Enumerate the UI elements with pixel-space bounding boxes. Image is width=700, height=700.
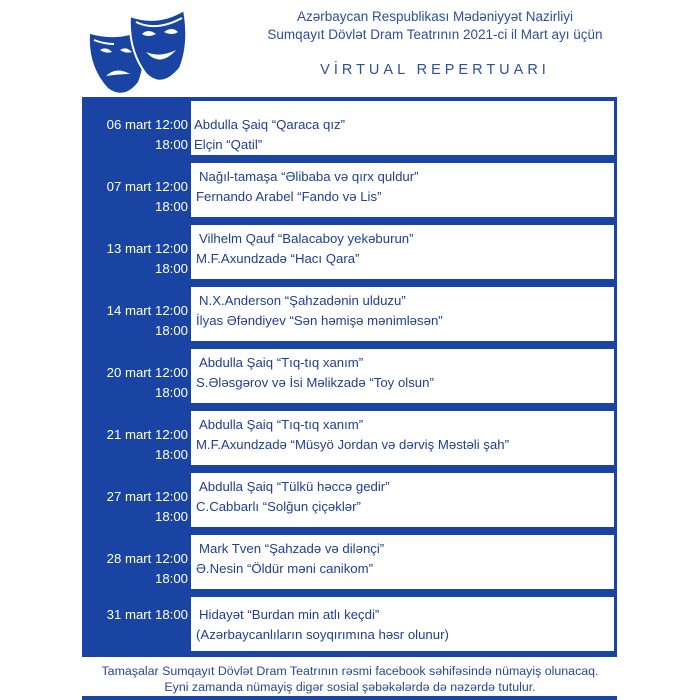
performance-cell — [191, 535, 614, 589]
schedule-row — [82, 159, 617, 221]
footer-line: Tamaşalar Sumqayıt Dövlət Dram Teatrının rəsmi facebook səhifəsində nümayiş olunacaq. — [101, 664, 599, 678]
ministry-name: Azərbaycan Respublikası Mədəniyyət Nazirliyi — [296, 9, 574, 24]
time-secondary: 18:00 — [154, 447, 188, 462]
header — [200, 8, 670, 78]
time-secondary: 18:00 — [154, 385, 188, 400]
time-primary: 21 mart 12:00 — [106, 427, 188, 442]
performance-cell — [191, 473, 614, 527]
performance-title: Elçin “Qatil” — [194, 137, 263, 152]
time-column — [82, 593, 191, 657]
schedule-panel — [82, 97, 617, 657]
time-secondary: 18:00 — [154, 199, 188, 214]
performance-title: M.F.Axundzadə “Hacı Qara” — [196, 251, 360, 266]
footer-line: Eyni zamanda nümayiş digər sosial şəbəkələrdə də nəzərdə tutulur. — [164, 680, 536, 694]
time-primary: 27 mart 12:00 — [106, 489, 188, 504]
schedule-row — [82, 345, 617, 407]
performance-title: C.Cabbarlı “Solğun çiçəklər” — [196, 499, 361, 514]
time-primary: 14 mart 12:00 — [106, 303, 188, 318]
time-column — [82, 159, 191, 221]
performance-title: Hidayət “Burdan min atlı keçdi” — [199, 607, 380, 622]
time-primary: 07 mart 12:00 — [106, 179, 188, 194]
performance-title: Ə.Nesin “Öldür məni canikom” — [196, 561, 374, 576]
performance-cell — [191, 287, 614, 341]
performance-title: Mark Tven “Şahzadə və dilənçi” — [199, 541, 385, 556]
time-secondary: 18:00 — [154, 571, 188, 586]
time-column — [82, 221, 191, 283]
schedule-row — [82, 593, 617, 657]
schedule-row — [82, 531, 617, 593]
schedule-row — [82, 283, 617, 345]
time-primary: 31 mart 18:00 — [106, 607, 188, 622]
bottom-bar — [82, 696, 617, 700]
performance-title: Fernando Arabel “Fando və Lis” — [196, 189, 382, 204]
page-title: VİRTUAL REPERTUARI — [320, 62, 550, 78]
performance-title: Abdulla Şaiq “Tıq-tıq xanım” — [199, 355, 364, 370]
schedule-row — [82, 407, 617, 469]
time-column — [82, 283, 191, 345]
performance-title: Abdulla Şaiq “Tülkü həccə gedir” — [199, 479, 390, 494]
header-subtitle: Sumqayıt Dövlət Dram Teatrının 2021-ci il Mart ayı üçün — [267, 27, 603, 42]
performance-cell — [191, 597, 614, 651]
time-primary: 06 mart 12:00 — [106, 117, 188, 132]
time-primary: 28 mart 12:00 — [106, 551, 188, 566]
schedule-row — [82, 221, 617, 283]
performance-cell — [191, 163, 614, 217]
performance-title: Vilhelm Qauf “Balacaboy yekəburun” — [199, 231, 414, 246]
time-column — [82, 345, 191, 407]
performance-title: M.F.Axundzadə “Müsyö Jordan və dərviş Məstəli şah” — [196, 437, 509, 452]
time-secondary: 18:00 — [154, 509, 188, 524]
time-column — [82, 97, 191, 159]
theatre-masks-icon — [84, 4, 192, 98]
schedule-row — [82, 469, 617, 531]
performance-cell — [191, 225, 614, 279]
time-primary: 20 mart 12:00 — [106, 365, 188, 380]
performance-title: S.Ələsgərov və İsi Məlikzadə “Toy olsun” — [196, 375, 434, 390]
time-column — [82, 531, 191, 593]
performance-cell — [191, 349, 614, 403]
performance-note: (Azərbaycanlıların soyqırımına həsr olunur) — [196, 627, 449, 642]
performance-cell — [191, 101, 614, 155]
performance-title: Nağıl-tamaşa “Əlibaba və qırx quldur” — [199, 169, 419, 184]
performance-title: Abdulla Şaiq “Tıq-tıq xanım” — [199, 417, 364, 432]
performance-title: N.X.Anderson “Şahzadənin ulduzu” — [199, 293, 406, 308]
time-secondary: 18:00 — [154, 137, 188, 152]
time-primary: 13 mart 12:00 — [106, 241, 188, 256]
time-column — [82, 407, 191, 469]
schedule-row — [82, 97, 617, 159]
performance-title: Abdulla Şaiq “Qaraca qız” — [194, 117, 345, 132]
time-column — [82, 469, 191, 531]
time-secondary: 18:00 — [154, 261, 188, 276]
footer-note — [70, 663, 630, 695]
time-secondary: 18:00 — [154, 323, 188, 338]
performance-cell — [191, 411, 614, 465]
performance-title: İlyas Əfəndiyev “Sən həmişə mənimləsən” — [196, 313, 443, 328]
